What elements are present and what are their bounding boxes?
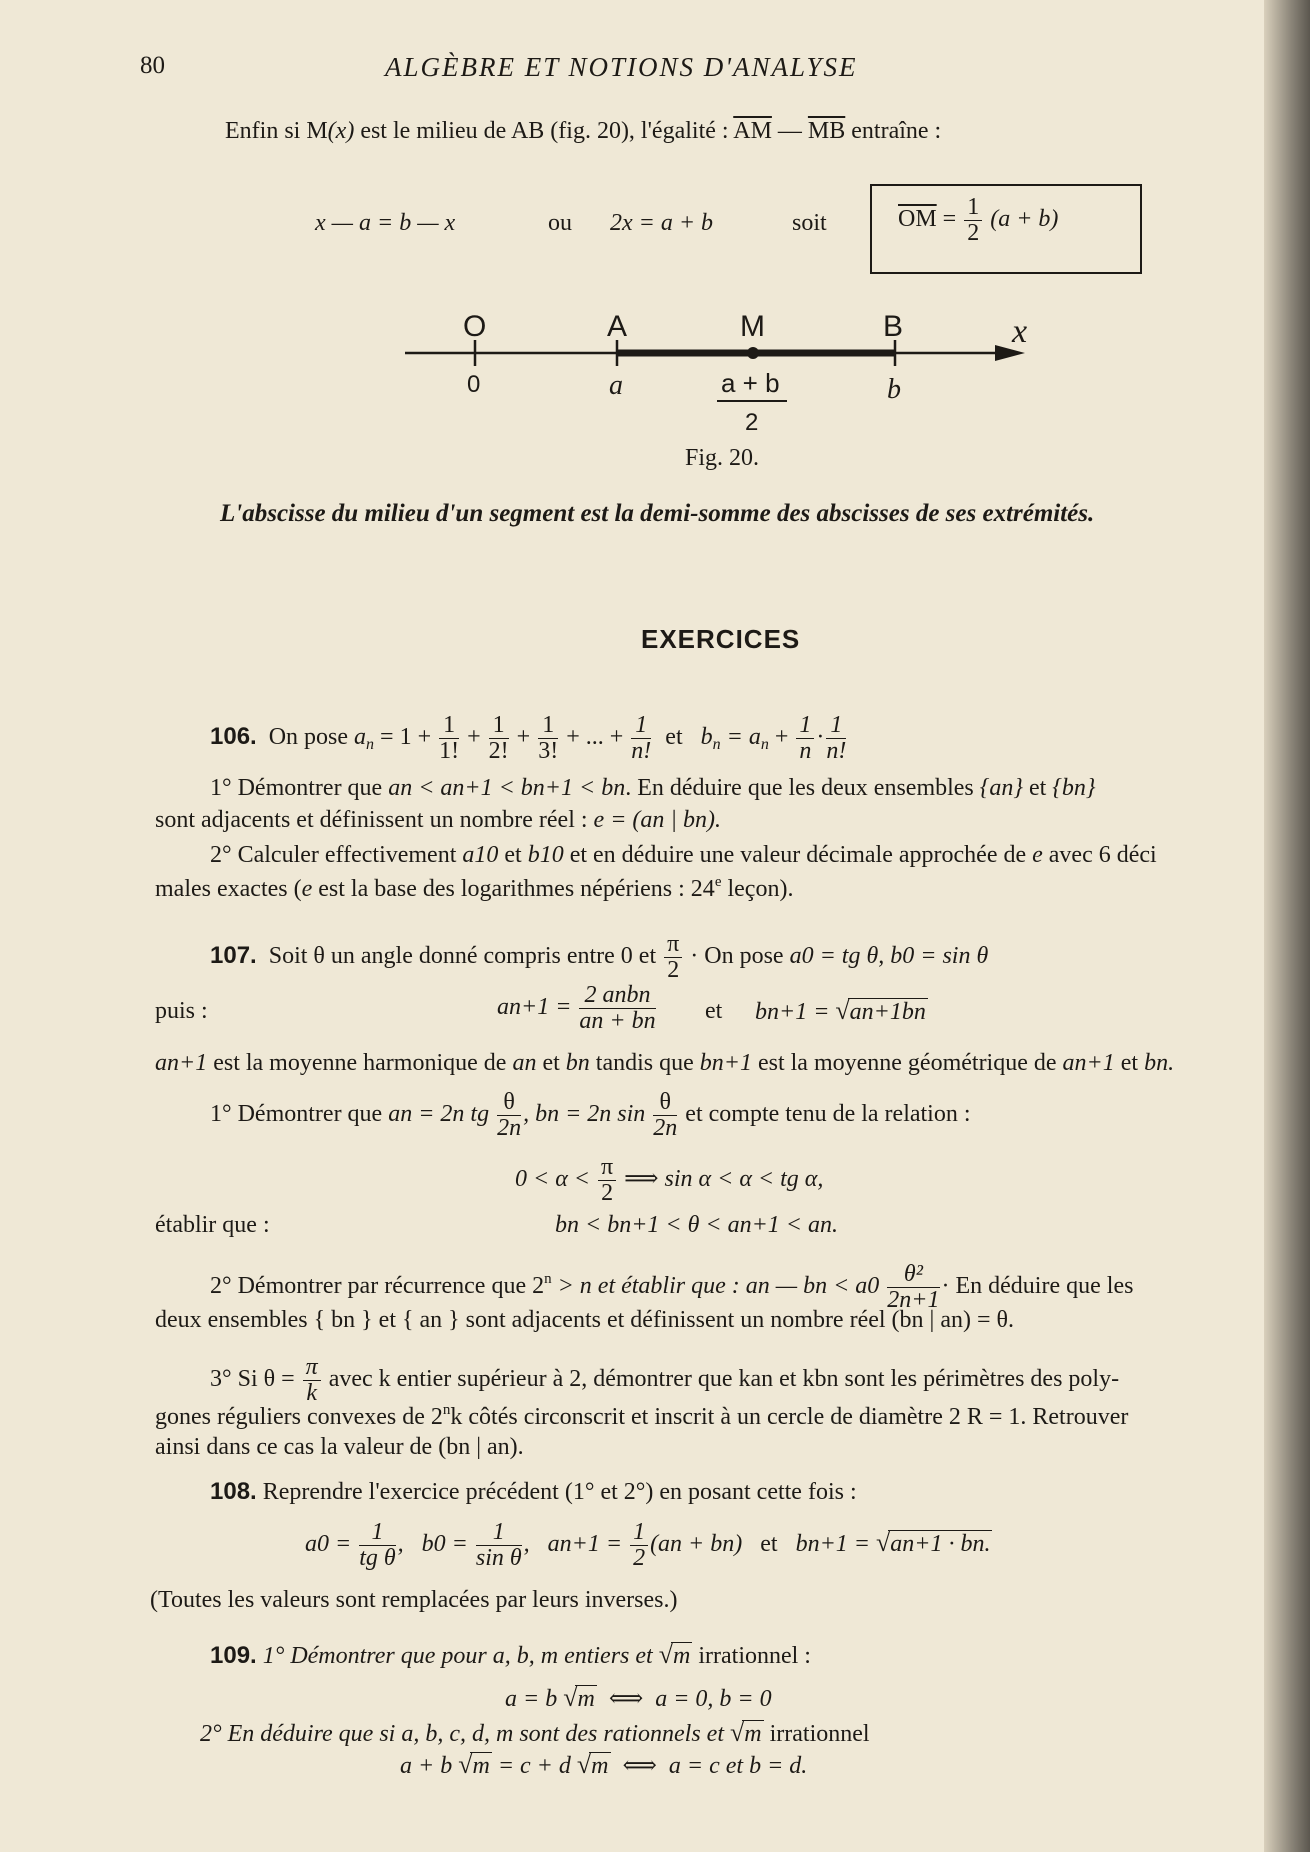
exercise-107-q3-cont: gones réguliers convexes de 2$^n$k côtés circonscrit et inscrit à un cercle de diamètre 2 R = 1. Retrouver <box>155 1402 1129 1430</box>
exercise-109-q1: 109. 1° Démontrer que pour a, b, m entiers et √m irrationnel : <box>210 1640 811 1669</box>
word-etablir: établir que : <box>155 1212 270 1238</box>
point-label-a: A <box>607 310 628 343</box>
exercise-109-q2: 2° En déduire que si a, b, c, d, m sont des rationnels et √m irrationnel <box>200 1718 870 1747</box>
theorem-statement: L'abscisse du milieu d'un segment est la demi-somme des abscisses de ses extrémités. <box>220 500 1095 527</box>
boxed-formula-content: $\overline{OM}$ = $\frac{1}{2}$ (a + b) <box>898 194 1059 247</box>
exercise-106-q2-cont: males exactes (e est la base des logarithmes népériens : 24e leçon). <box>155 874 794 902</box>
label-b: b <box>887 374 901 405</box>
geometric-mean-formula: bn+1 = √an+1bn <box>755 996 926 1025</box>
exercise-108-formulas: a0 = $\frac{1}{\text{tg θ}}$ , b0 = $\frac{1}{\text{sin θ}}$ , an+1 = $\frac{1}{2}$ (an + bn) et bn+1 = √an+1 · bn. <box>305 1519 991 1572</box>
axis-label-x: x <box>1012 313 1028 350</box>
angle-relation: 0 < α < $\frac{\pi}{2}$ ⟹ sin α < α < tg α, <box>515 1154 824 1207</box>
inequality-chain: bn < bn+1 < θ < an+1 < an. <box>555 1212 838 1238</box>
exercise-109-eq2: a + b √m = c + d √m ⟺ a = c et b = d. <box>400 1750 808 1779</box>
word-soit: soit <box>792 210 827 236</box>
exercise-108-statement: 108. Reprendre l'exercice précédent (1° et 2°) en posant cette fois : <box>210 1478 857 1505</box>
page-number: 80 <box>140 52 165 79</box>
exercise-109-eq1: a = b √m ⟺ a = 0, b = 0 <box>505 1683 772 1712</box>
exercise-107-q2: 2° Démontrer par récurrence que $2^n > n$ et établir que : an — bn < a0 $\frac{\text{θ²}}{2n+1}$ · En déduire que les <box>210 1261 1134 1314</box>
exercise-108-note: (Toutes les valeurs sont remplacées par leurs inverses.) <box>150 1587 678 1613</box>
exercise-107-q3-end: ainsi dans ce cas la valeur de (bn | an). <box>155 1434 524 1460</box>
point-label-o: O <box>463 310 487 343</box>
equation-2x: 2x = a + b <box>610 210 714 236</box>
word-puis: puis : <box>155 998 208 1024</box>
equation-midpoint: x — a = b — x <box>315 210 456 236</box>
intro-line: Enfin si M(x) est le milieu de AB (fig. 20), l'égalité : $\overline{AM}$ — $\overline{MB}$ entraîne : <box>225 118 942 144</box>
vector-am: $\overline{AM}$ <box>733 118 772 144</box>
word-ou: ou <box>548 210 572 236</box>
exercise-107-q3: 3° Si θ = $\frac{\pi}{k}$ avec k entier supérieur à 2, démontrer que kan et kbn sont les périmètres des poly- <box>210 1354 1120 1407</box>
exercise-106-q1: 1° Démontrer que an < an+1 < bn+1 < bn. En déduire que les deux ensembles {an} et {bn} <box>210 775 1096 801</box>
point-label-b: B <box>883 310 904 343</box>
figure-number-line <box>395 300 1045 450</box>
figure-caption: Fig. 20. <box>685 445 760 471</box>
vector-mb: $\overline{MB}$ <box>807 118 846 144</box>
section-title: EXERCICES <box>641 624 801 654</box>
label-2: 2 <box>745 409 759 436</box>
bleed-through <box>150 108 156 135</box>
page-edge-shadow <box>1264 0 1310 1852</box>
exercise-107-q1: 1° Démontrer que an = 2n tg $\frac{\theta}{2n}$ , bn = 2n sin $\frac{\theta}{2n}$ et compte tenu de la relation : <box>210 1089 971 1142</box>
label-a-plus-b: a + b <box>721 368 780 398</box>
point-label-m: M <box>740 310 765 343</box>
word-et: et <box>705 998 723 1024</box>
exercise-106-q2: 2° Calculer effectivement a10 et b10 et en déduire une valeur décimale approchée de e avec 6 déci <box>210 842 1157 868</box>
harmonic-mean-formula: an+1 = $\frac{\text{2 anbn}}{an + bn}$ <box>497 982 656 1035</box>
exercise-107-statement: 107. Soit θ un angle donné compris entre 0 et $\frac{\pi}{2}$ · On pose a0 = tg θ, b0 = sin θ <box>210 931 989 984</box>
exercise-107-means: an+1 est la moyenne harmonique de an et bn tandis que bn+1 est la moyenne géométrique de an+1 et bn. <box>155 1050 1175 1076</box>
exercise-106-statement: 106. On pose $a_n = 1$ + $\frac{1}{1!}$ + $\frac{1}{2!}$ + $\frac{1}{3!}$ + ... + $\frac{1}{n!}$ et $b_n = a_n$ + $\frac{1}{n}$ · $\frac{1}{n!}$ <box>210 712 847 765</box>
exercise-106-q1-cont: sont adjacents et définissent un nombre réel : e = (an | bn). <box>155 807 721 833</box>
label-a: a <box>609 370 623 401</box>
point-m-dot <box>747 347 759 359</box>
running-title: ALGÈBRE ET NOTIONS D'ANALYSE <box>385 52 858 82</box>
label-0: 0 <box>467 371 481 398</box>
exercise-107-q2-cont: deux ensembles { bn } et { an } sont adjacents et définissent un nombre réel (bn | an) = θ. <box>155 1307 1015 1333</box>
